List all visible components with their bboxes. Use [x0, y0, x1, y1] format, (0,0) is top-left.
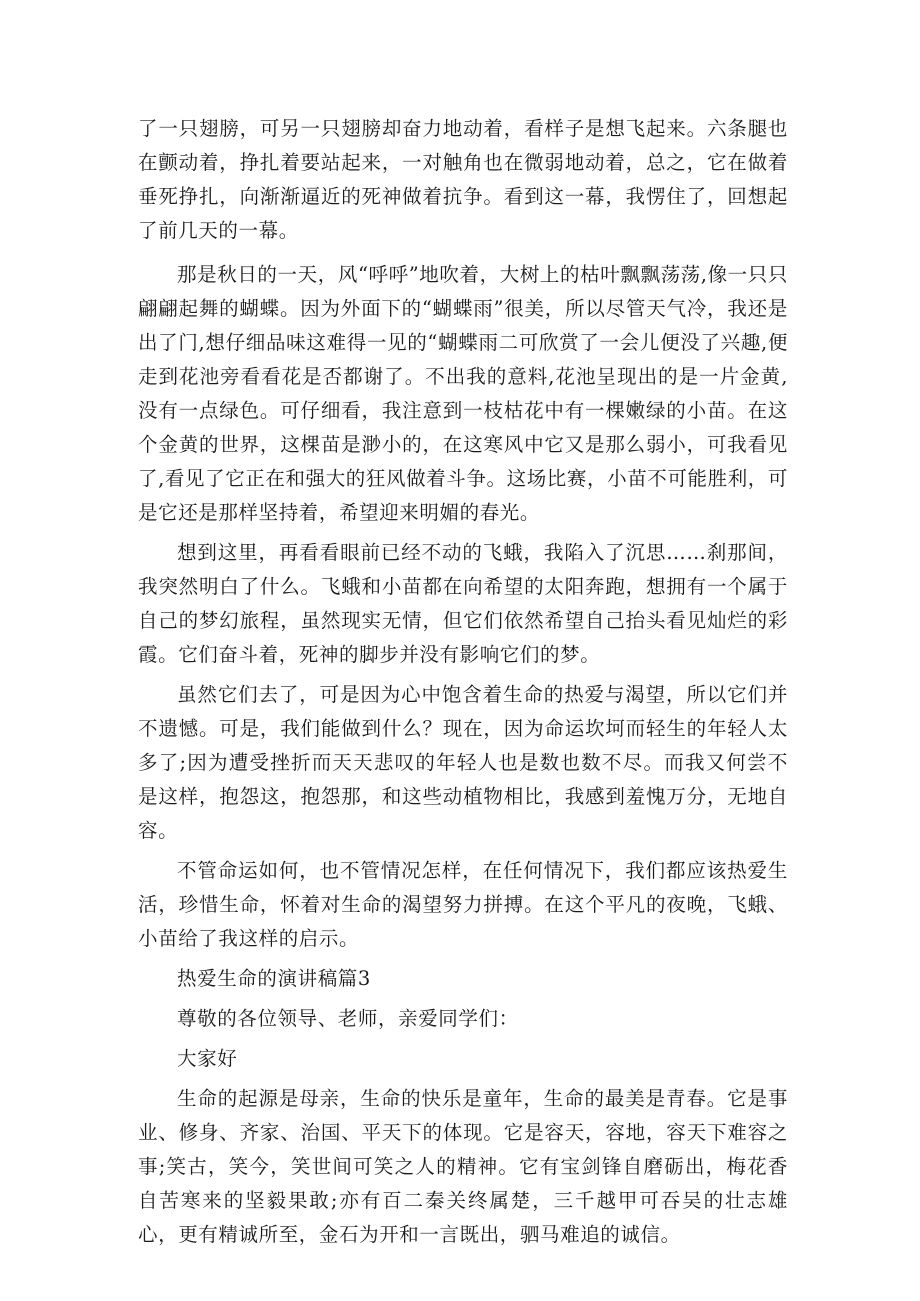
paragraph-reflection: 想到这里，再看看眼前已经不动的飞蛾，我陷入了沉思……刹那间，我突然明白了什么。飞蛾和小苗都在向希望的太阳奔跑，想拥有一个属于自己的梦幻旅程，虽然现实无情，但它们依然希望自己抬头看见灿烂的彩霞。它们奋斗着，死神的脚步并没有影响它们的梦。 — [138, 541, 788, 666]
section-heading: 热爱生命的演讲稿篇3 — [177, 967, 371, 990]
paragraph-conclusion: 不管命运如何，也不管情况怎样，在任何情况下，我们都应该热爱生活，珍惜生命，怀着对生命的渴望努力拼搏。在这个平凡的夜晚，飞蛾、小苗给了我这样的启示。 — [138, 859, 788, 950]
paragraph-no-regret: 虽然它们去了，可是因为心中饱含着生命的热爱与渴望，所以它们并不遗憾。可是，我们能做到什么？现在，因为命运坎坷而轻生的年轻人太多了;因为遭受挫折而天天悲叹的年轻人也是数也数不尽。而我又何尝不是这样，抱怨这，抱怨那，和这些动植物相比，我感到羞愧万分，无地自容。 — [138, 683, 788, 842]
paragraph-autumn-day: 那是秋日的一天，风“呼呼”地吹着，大树上的枯叶飘飘荡荡,像一只只翩翩起舞的蝴蝶。因为外面下的“蝴蝶雨”很美，所以尽管天气冷，我还是出了门,想仔细品味这难得一见的“蝴蝶雨二可欣赏了一会儿便没了兴趣,便走到花池旁看看花是否都谢了。不出我的意料,花池呈现出的是一片金黄,没有一点绿色。可仔细看，我注意到一枝枯花中有一棵嫩绿的小苗。在这个金黄的世界，这棵苗是渺小的，在这寒风中它又是那么弱小，可我看见了,看见了它正在和强大的狂风做着斗争。这场比赛，小苗不可能胜利，可是它还是那样坚持着，希望迎来明媚的春光。 — [138, 263, 788, 524]
paragraph-continuation: 了一只翅膀，可另一只翅膀却奋力地动着，看样子是想飞起来。六条腿也在颤动着，挣扎着要站起来，一对触角也在微弱地动着，总之，它在做着垂死挣扎，向渐渐逼近的死神做着抗争。看到这一幕，我愣住了，回想起了前几天的一幕。 — [138, 117, 788, 242]
salutation: 尊敬的各位领导、老师，亲爱同学们： — [177, 1007, 519, 1030]
paragraph-origin-of-life: 生命的起源是母亲，生命的快乐是童年，生命的最美是青春。它是事业、修身、齐家、治国、平天下的体现。它是容天，容地，容天下难容之事;笑古，笑今，笑世间可笑之人的精神。它有宝剑锋自磨砺出，梅花香自苦寒来的坚毅果敢;亦有百二秦关终属楚，三千越甲可吞吴的壮志雄心，更有精诚所至，金石为开和一言既出，驷马难追的诚信。 — [138, 1087, 788, 1246]
document-page — [138, 112, 788, 1252]
greeting: 大家好 — [177, 1047, 238, 1070]
